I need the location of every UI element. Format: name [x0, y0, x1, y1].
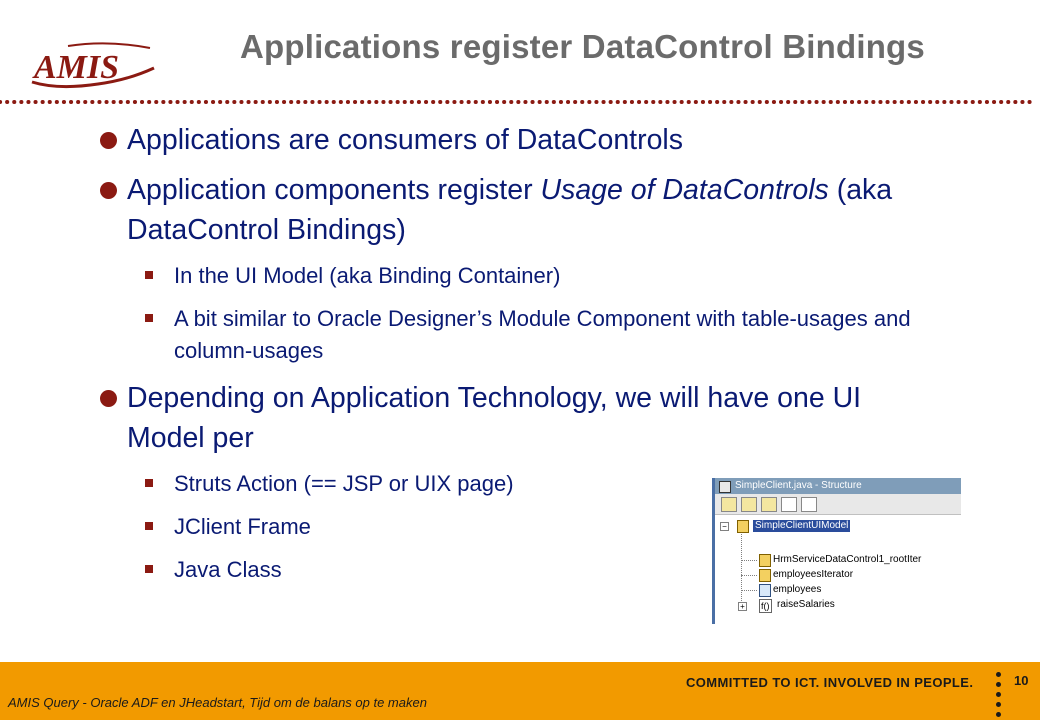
- bullet-item: [100, 120, 920, 160]
- tree-node[interactable]: employeesIterator: [773, 569, 854, 580]
- sub-bullet-text: JClient Frame: [174, 514, 311, 539]
- slide-title: Applications register DataControl Bindings: [240, 28, 925, 65]
- method-icon: f(): [761, 601, 770, 611]
- tree-node[interactable]: raiseSalaries: [777, 599, 835, 610]
- tree-node[interactable]: employees: [773, 584, 822, 595]
- bullet-dot-icon: [100, 390, 117, 407]
- sub-bullet-text: Struts Action (== JSP or UIX page): [174, 471, 514, 496]
- bullet-text: Application components register: [127, 174, 541, 206]
- dotted-divider: [0, 97, 1040, 107]
- square-bullet-icon: [145, 522, 153, 530]
- tree-node[interactable]: HrmServiceDataControl1_rootIter: [773, 554, 922, 565]
- sub-bullet-item: [145, 303, 920, 367]
- structure-title: SimpleClient.java - Structure: [735, 480, 862, 491]
- bullet-emphasis: Usage of DataControls: [540, 174, 829, 206]
- filter-icon[interactable]: [761, 497, 777, 512]
- square-bullet-icon: [145, 314, 153, 322]
- page-number: 10: [1014, 673, 1029, 688]
- iterator-icon: [759, 569, 771, 582]
- tree-guide: [741, 590, 757, 591]
- bullet-text: Applications are consumers of DataControls: [127, 124, 684, 156]
- tree-guide: [741, 560, 757, 561]
- square-bullet-icon: [145, 271, 153, 279]
- bullet-text: Depending on Application Technology, we will have one UI Model per: [127, 382, 862, 454]
- freeze-icon[interactable]: [781, 497, 797, 512]
- structure-toolbar: [715, 494, 961, 515]
- footer-dots-icon: [996, 672, 1002, 722]
- footer-bar: [0, 662, 1040, 720]
- iterator-icon: [759, 554, 771, 567]
- sub-bullet-text: Java Class: [174, 557, 282, 582]
- square-bullet-icon: [145, 479, 153, 487]
- tree-node-root[interactable]: SimpleClientUIModel: [755, 520, 849, 531]
- collapse-icon[interactable]: −: [720, 522, 729, 531]
- structure-window-icon: [719, 481, 731, 493]
- bullet-text: (aka DataControl Bindings): [127, 174, 893, 246]
- structure-titlebar[interactable]: [715, 478, 961, 494]
- bullet-dot-icon: [100, 182, 117, 199]
- bullet-item: [100, 170, 920, 250]
- edit-icon[interactable]: [721, 497, 737, 512]
- bullet-item: [100, 378, 920, 458]
- tree-guide: [741, 575, 757, 576]
- footer-footnote: AMIS Query - Oracle ADF en JHeadstart, Tijd om de balans op te maken: [8, 695, 427, 710]
- table-binding-icon: [759, 584, 771, 597]
- square-bullet-icon: [145, 565, 153, 573]
- amis-logo: [28, 38, 158, 94]
- footer-tagline: COMMITTED TO ICT. INVOLVED IN PEOPLE.: [686, 675, 974, 690]
- sub-bullet-text: A bit similar to Oracle Designer’s Module Component with table-usages and column-usages: [174, 306, 911, 363]
- logo-text: AMIS: [34, 49, 120, 86]
- tree-guide: [741, 534, 742, 605]
- structure-panel: [712, 478, 961, 624]
- sub-bullet-text: In the UI Model (aka Binding Container): [174, 263, 561, 288]
- ui-model-icon: [737, 520, 749, 533]
- sort-icon[interactable]: [741, 497, 757, 512]
- expand-icon[interactable]: +: [738, 602, 747, 611]
- bullet-dot-icon: [100, 132, 117, 149]
- sub-bullet-item: [145, 260, 920, 292]
- properties-icon[interactable]: [801, 497, 817, 512]
